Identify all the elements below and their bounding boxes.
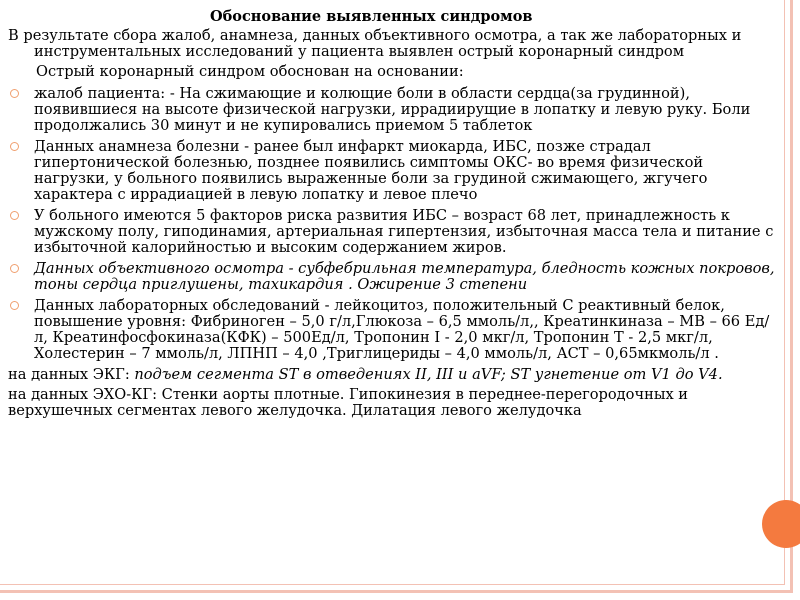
bullet-lead: Данных лабораторных обследований - — [34, 297, 335, 314]
bullet-circle-icon — [10, 89, 19, 98]
bullet-circle-icon — [10, 211, 19, 220]
bullet-lab-results — [8, 298, 776, 362]
intro-paragraph: В результате сбора жалоб, анамнеза, данных объективного осмотра, а так же лабораторных и инструментальных исследований у пациента выявлен острый коронарный синдром — [8, 27, 742, 60]
slide-content — [8, 28, 776, 423]
bullet-lead: жалоб пациента: - — [34, 85, 180, 102]
bullet-lead: Данных анамнеза болезни - — [34, 138, 254, 155]
bullet-circle-icon — [10, 142, 19, 151]
ecg-text: подъем сегмента ST в отведениях II, III и aVF; ST угнетение от V1 до V4. — [134, 366, 723, 383]
ecg-paragraph — [8, 367, 776, 383]
ecg-lead: на данных ЭКГ: — [8, 366, 135, 383]
bullet-text: На сжимающие и колющие боли в области сердца(за грудинной), появившиеся на высоте физической нагрузки, иррадиирущие в лопатку и левую руку. Боли продолжались 30 минут и не купировались приемом 5 таблеток — [34, 85, 751, 134]
page-title: Обоснование выявленных синдромов — [210, 8, 533, 25]
bullet-text: Данных объективного осмотра - субфебрильная температура, бледность кожных покровов, тоны сердца приглушены, тахикардия . Ожирение 3 степени — [34, 260, 775, 293]
echo-paragraph: на данных ЭХО-КГ: Стенки аорты плотные. Гипокинезия в переднее-перегородочных и верхушечных сегментах левого желудочка. Дилатация левого желудочка — [8, 386, 689, 419]
bullet-objective-exam — [8, 261, 776, 293]
bullet-risk-factors — [8, 208, 776, 256]
bullet-circle-icon — [10, 264, 19, 273]
bullet-anamnesis — [8, 139, 776, 203]
bullet-circle-icon — [10, 301, 19, 310]
bullet-complaints — [8, 86, 776, 134]
bullet-text: ранее был инфаркт миокарда, ИБС, позже страдал гипертонической болезнью, позднее появились симптомы ОКС- во время физической нагрузки, у больного появились выраженные боли за грудиной сжимающего, жгучего характера с иррадиацией в левую лопатку и левое плечо — [34, 138, 708, 203]
bullet-text: лейкоцитоз, положительный С реактивный белок, повышение уровня: Фибриноген – 5,0 г/л,Глюкоза – 6,5 ммоль/л,, Креатинкиназа – МВ – 66 Ед/л, Креатинфосфокиназа(КФК) – 500Ед/л, Тропонин I - 2,0 мкг/л, Тропонин Т - 2,5 мкг/л, Холестерин – 7 ммоль/л, ЛПНП – 4,0 ,Триглицериды – 4,0 ммоль/л, АСТ – 0,65мкмоль/л . — [34, 297, 770, 362]
basis-paragraph: Острый коронарный синдром обоснован на основании: — [36, 63, 464, 80]
bullet-text: У больного имеются 5 факторов риска развития ИБС – возраст 68 лет, принадлежность к мужскому полу, гиподинамия, артериальная гипертензия, избыточная масса тела и питание с избыточной калорийностью и высоким содержанием жиров. — [34, 207, 774, 256]
